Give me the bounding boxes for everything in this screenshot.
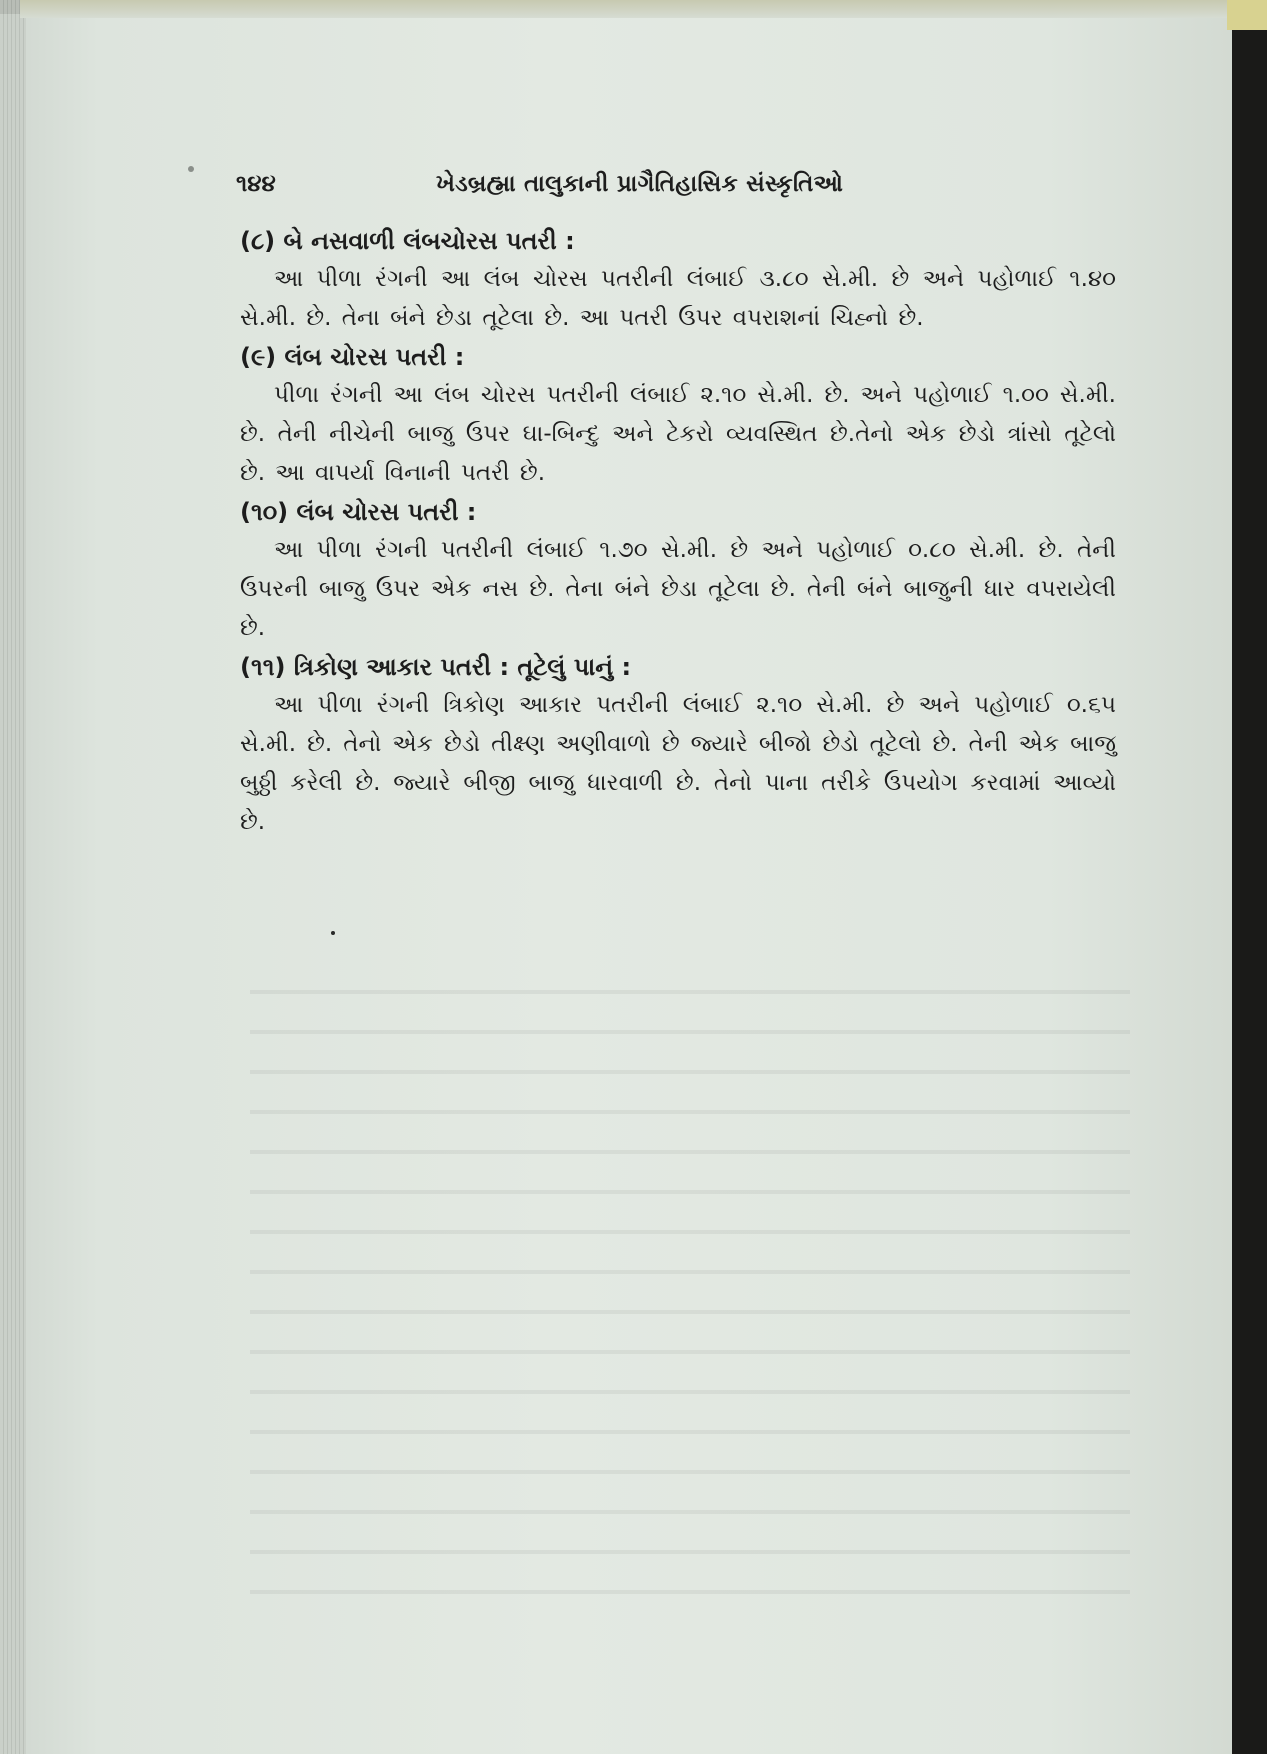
section-paragraph: પીળા રંગની આ લંબ ચોરસ પતરીની લંબાઈ ૨.૧૦ સે.મી. છે. અને પહોળાઈ ૧.૦૦ સે.મી. છે. તેની નીચેની બાજુ ઉપર ઘા-બિન્દુ અને ટેકરો વ્યવસ્થિત છે.તેનો એક છેડો ત્રાંસો તૂટેલો છે. આ વાપર્યા વિનાની પતરી છે. <box>240 382 1116 486</box>
page-header <box>236 164 956 204</box>
section-heading: (૧૦) લંબ ચોરસ પતરી : <box>240 498 477 526</box>
body-text <box>240 222 1116 842</box>
section-10 <box>240 493 1116 648</box>
section-heading: (૮) બે નસવાળી લંબચોરસ પતરી : <box>240 227 575 255</box>
section-8 <box>240 222 1116 338</box>
paper-speck <box>188 166 194 172</box>
top-edge-shadow <box>20 0 1232 18</box>
page-stack-edge <box>0 0 26 1754</box>
section-paragraph: આ પીળા રંગની ત્રિકોણ આકાર પતરીની લંબાઈ ૨.૧૦ સે.મી. છે અને પહોળાઈ ૦.૬૫ સે.મી. છે. તેનો એક છેડો તીક્ષ્ણ અણીવાળો છે જ્યારે બીજો છેડો તૂટેલો છે. તેની એક બાજુ બુઠ્ઠી કરેલી છે. જ્યારે બીજી બાજુ ધારવાળી છે. તેનો પાના તરીકે ઉપયોગ કરવામાં આવ્યો છે. <box>240 692 1116 835</box>
section-heading: (૯) લંબ ચોરસ પતરી : <box>240 343 465 371</box>
section-heading: (૧૧) ત્રિકોણ આકાર પતરી : તૂટેલું પાનું : <box>240 653 632 681</box>
section-paragraph: આ પીળા રંગની પતરીની લંબાઈ ૧.૭૦ સે.મી. છે અને પહોળાઈ ૦.૮૦ સે.મી. છે. તેની ઉપરની બાજુ ઉપર એક નસ છે. તેના બંને છેડા તૂટેલા છે. તેની બંને બાજુની ધાર વપરાયેલી છે. <box>240 537 1116 641</box>
stray-dot <box>331 931 335 935</box>
corner-tab <box>1227 0 1267 30</box>
section-paragraph: આ પીળા રંગની આ લંબ ચોરસ પતરીની લંબાઈ ૩.૮૦ સે.મી. છે અને પહોળાઈ ૧.૪૦ સે.મી. છે. તેના બંને છેડા તૂટેલા છે. આ પતરી ઉપર વપરાશનાં ચિહ્નો છે. <box>240 266 1116 331</box>
section-11 <box>240 648 1116 842</box>
section-9 <box>240 338 1116 493</box>
running-head: ખેડબ્રહ્મા તાલુકાની પ્રાગૈતિહાસિક સંસ્કૃતિઓ <box>436 171 844 197</box>
page-number: ૧૪૪ <box>236 171 276 197</box>
bleed-through-text <box>250 960 1130 1620</box>
